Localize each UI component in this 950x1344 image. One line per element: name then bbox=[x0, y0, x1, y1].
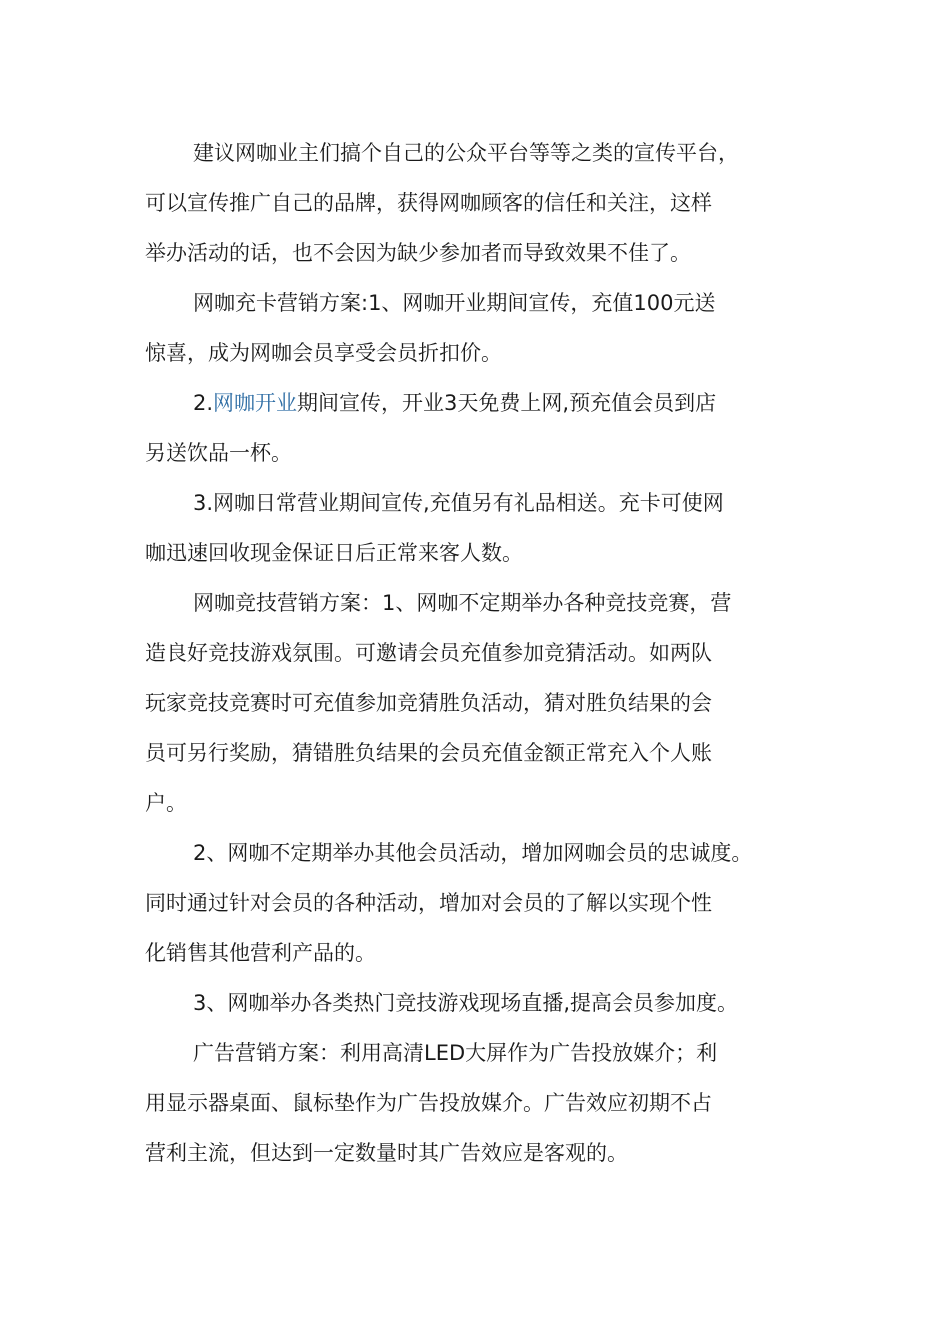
paragraph-2-line-2: 惊喜，成为网咖会员享受会员折扣价。 bbox=[145, 341, 502, 365]
paragraph-7-line-1: 3、网咖举办各类热门竞技游戏现场直播,提高会员参加度。 bbox=[193, 991, 739, 1015]
paragraph-8-line-2: 用显示器桌面、鼠标垫作为广告投放媒介。广告效应初期不占 bbox=[145, 1091, 712, 1115]
paragraph-3-line-2: 另送饮品一杯。 bbox=[145, 441, 292, 465]
paragraph-4-line-2: 咖迅速回收现金保证日后正常来客人数。 bbox=[145, 541, 523, 565]
paragraph-2-line-1: 网咖充卡营销方案:1、网咖开业期间宣传，充值100元送 bbox=[193, 291, 716, 315]
paragraph-4-line-1: 3.网咖日常营业期间宣传,充值另有礼品相送。充卡可使网 bbox=[193, 491, 724, 515]
paragraph-1-line-3: 举办活动的话，也不会因为缺少参加者而导致效果不佳了。 bbox=[145, 241, 691, 265]
paragraph-6-line-3: 化销售其他营利产品的。 bbox=[145, 941, 376, 965]
paragraph-5-line-4: 员可另行奖励，猜错胜负结果的会员充值金额正常充入个人账 bbox=[145, 741, 712, 765]
paragraph-5-line-5: 户。 bbox=[145, 791, 187, 815]
internet-cafe-opening-link[interactable]: 网咖开业 bbox=[213, 391, 298, 415]
paragraph-1-line-2: 可以宣传推广自己的品牌，获得网咖顾客的信任和关注，这样 bbox=[145, 191, 712, 215]
paragraph-5-line-1: 网咖竞技营销方案：1、网咖不定期举办各种竞技竞赛，营 bbox=[193, 591, 732, 615]
paragraph-1-line-1: 建议网咖业主们搞个自己的公众平台等等之类的宣传平台， bbox=[193, 141, 739, 165]
paragraph-3-prefix: 2. bbox=[193, 391, 214, 415]
paragraph-8-line-3: 营利主流，但达到一定数量时其广告效应是客观的。 bbox=[145, 1141, 628, 1165]
paragraph-3-suffix: 期间宣传，开业3天免费上网,预充值会员到店 bbox=[297, 391, 717, 415]
paragraph-5-line-3: 玩家竞技竞赛时可充值参加竞猜胜负活动，猜对胜负结果的会 bbox=[145, 691, 712, 715]
paragraph-6-line-1: 2、网咖不定期举办其他会员活动，增加网咖会员的忠诚度。 bbox=[193, 841, 753, 865]
paragraph-3-line-1 bbox=[193, 378, 716, 428]
paragraph-5-line-2: 造良好竞技游戏氛围。可邀请会员充值参加竞猜活动。如两队 bbox=[145, 641, 712, 665]
paragraph-6-line-2: 同时通过针对会员的各种活动，增加对会员的了解以实现个性 bbox=[145, 891, 712, 915]
paragraph-8-line-1: 广告营销方案：利用高清LED大屏作为广告投放媒介；利 bbox=[193, 1041, 718, 1065]
